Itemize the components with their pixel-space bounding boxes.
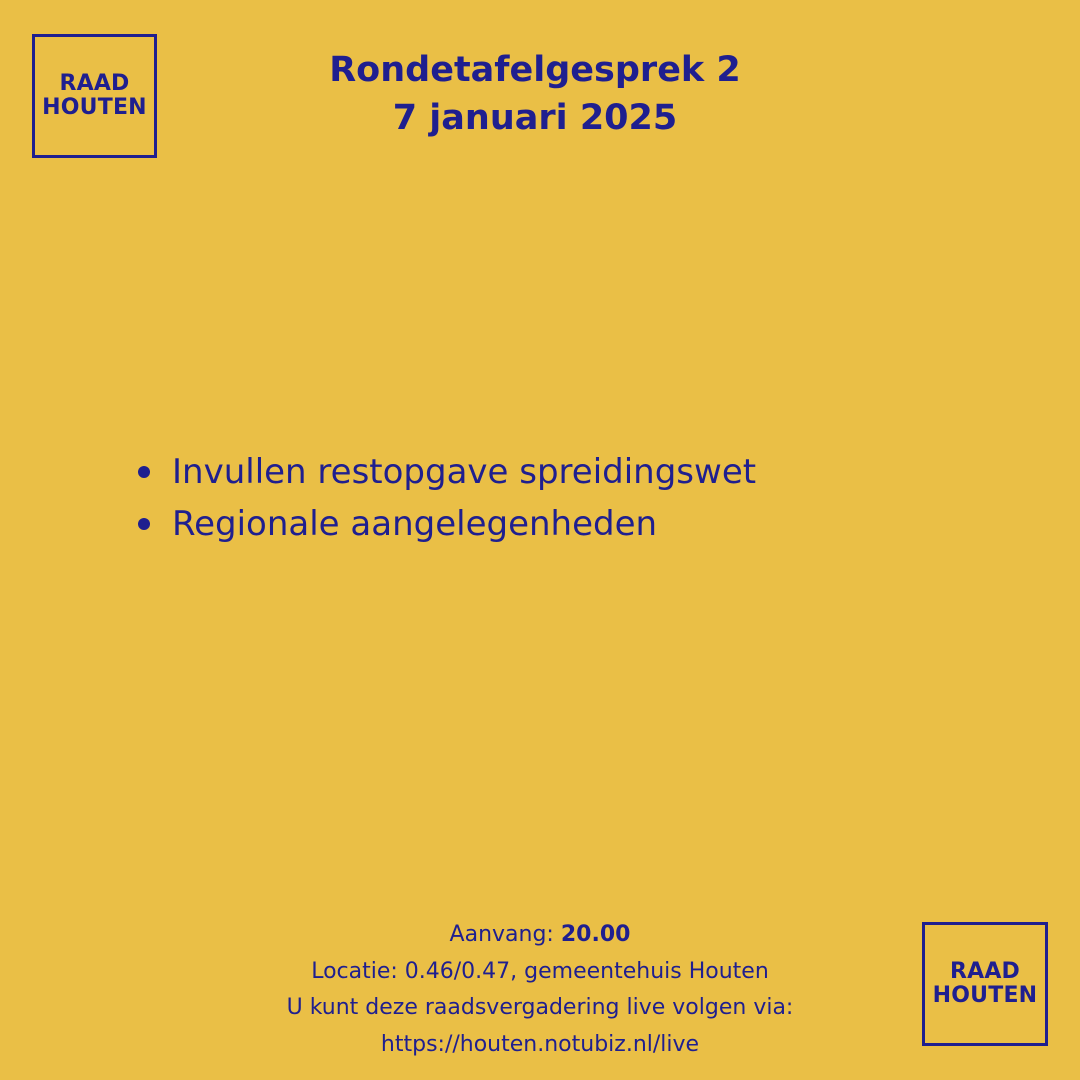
- location-line: Locatie: 0.46/0.47, gemeentehuis Houten: [311, 958, 769, 984]
- agenda-item-label: Regionale aangelegenheden: [172, 504, 658, 544]
- start-label: Aanvang:: [449, 922, 561, 947]
- bullet-icon: [138, 466, 150, 478]
- logo-line-houten: HOUTEN: [932, 983, 1038, 1008]
- agenda-item: [136, 498, 756, 550]
- bullet-icon: [138, 518, 150, 530]
- meeting-info: [230, 917, 850, 1063]
- start-time: 20.00: [560, 922, 631, 947]
- logo-line-houten: HOUTEN: [42, 95, 147, 120]
- agenda-item: [136, 446, 756, 498]
- page-title: [180, 46, 890, 142]
- logo-line-raad: RAAD: [59, 71, 130, 97]
- meeting-name: Rondetafelgesprek 2: [329, 50, 741, 90]
- agenda-list: [136, 446, 756, 550]
- meeting-date: 7 januari 2025: [392, 98, 678, 138]
- livestream-url: https://houten.notubiz.nl/live: [380, 1031, 700, 1057]
- start-time-line: [230, 917, 850, 954]
- livestream-text: U kunt deze raadsvergadering live volgen via:: [286, 995, 794, 1020]
- logo-line-raad: RAAD: [949, 959, 1021, 985]
- agenda-item-label: Invullen restopgave spreidingswet: [172, 452, 757, 492]
- raad-houten-logo-bottom: [922, 922, 1048, 1046]
- raad-houten-logo-top: [32, 34, 157, 158]
